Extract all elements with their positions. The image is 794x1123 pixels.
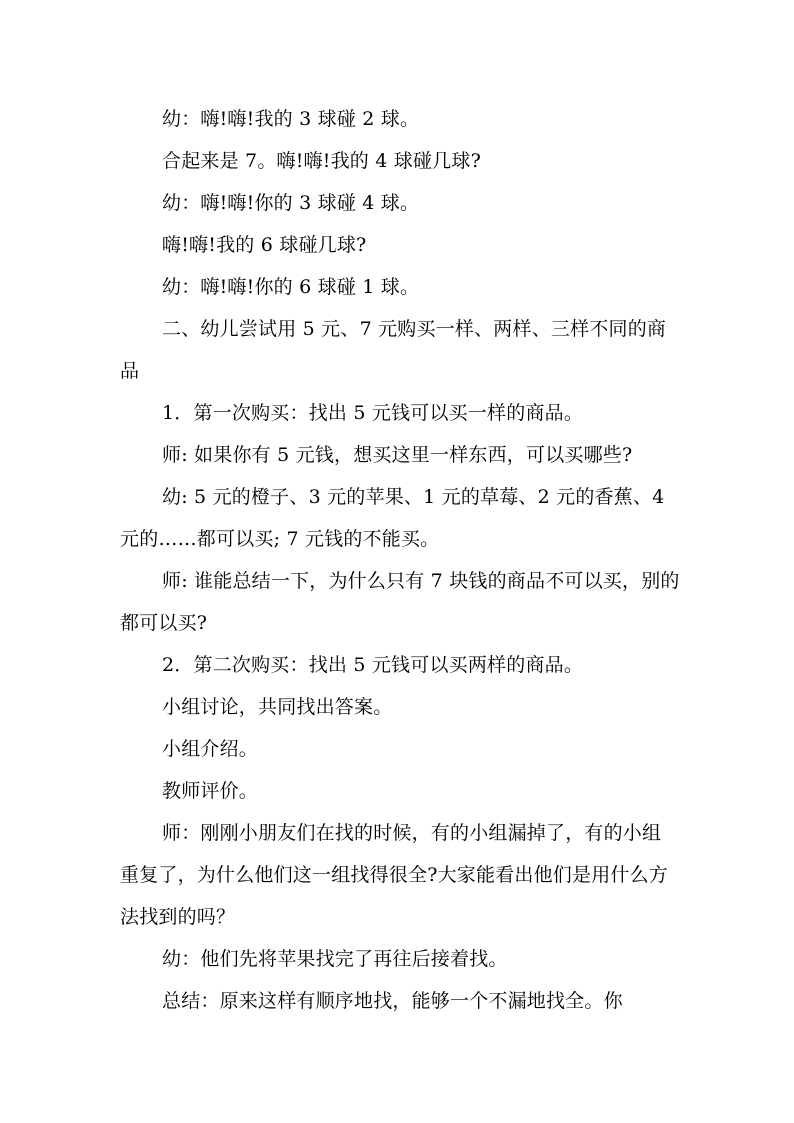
paragraph: 嗨!嗨!我的 6 球碰几球? [162,234,367,256]
section-heading: 二、幼儿尝试用 5 元、7 元购买一样、两样、三样不同的商品 [120,318,667,382]
document-body [120,98,680,1022]
paragraph: 幼：他们先将苹果找完了再往后接着找。 [162,948,508,970]
paragraph: 师：刚刚小朋友们在找的时候，有的小组漏掉了，有的小组重复了，为什么他们这一组找得很全?大家能看出他们是用什么方法找到的吗？ [120,822,668,928]
paragraph: 幼：嗨!嗨!你的 6 球碰 1 球。 [162,276,420,298]
subsection-heading: 1．第一次购买：找出 5 元钱可以买一样的商品。 [162,402,584,424]
paragraph: 幼：嗨!嗨!我的 3 球碰 2 球。 [162,108,420,130]
paragraph: 幼：嗨!嗨!你的 3 球碰 4 球。 [162,192,420,214]
paragraph: 教师评价。 [162,780,259,802]
paragraph: 总结：原来这样有顺序地找，能够一个不漏地找全。你 [162,990,623,1012]
paragraph: 合起来是 7。嗨!嗨!我的 4 球碰几球? [162,150,481,172]
subsection-heading: 2．第二次购买：找出 5 元钱可以买两样的商品。 [162,654,584,676]
paragraph: 师: 谁能总结一下，为什么只有 7 块钱的商品不可以买，别的都可以买? [120,570,680,634]
paragraph: 师: 如果你有 5 元钱，想买这里一样东西，可以买哪些? [162,444,633,466]
paragraph: 小组介绍。 [162,738,259,760]
paragraph: 小组讨论，共同找出答案。 [162,696,393,718]
paragraph: 幼: 5 元的橙子、3 元的苹果、1 元的草莓、2 元的香蕉、4 元的……都可以买; 7 元钱的不能买。 [120,486,665,550]
